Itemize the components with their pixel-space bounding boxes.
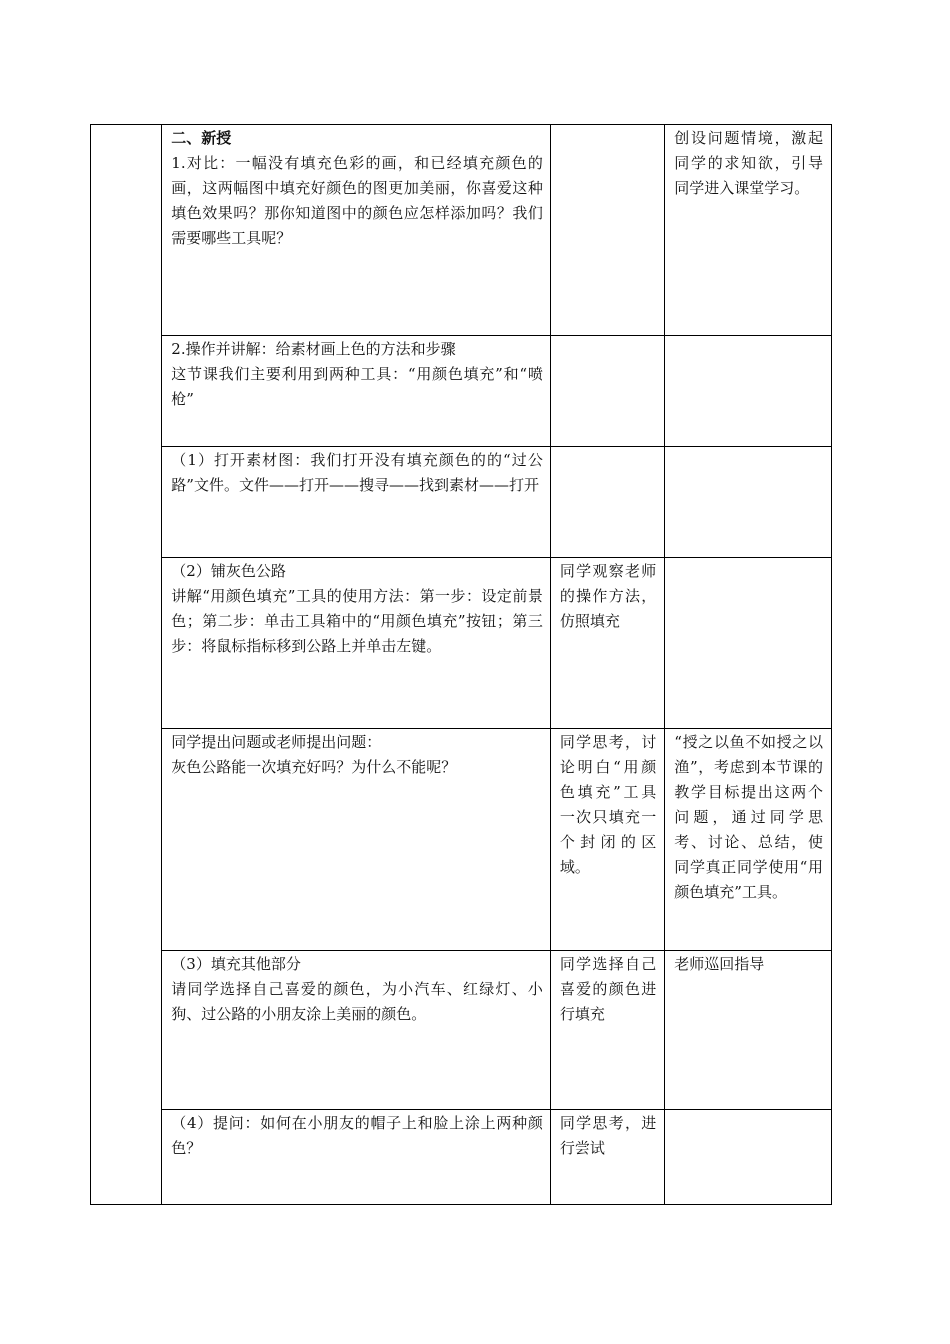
content-paragraph: 2.操作并讲解：给素材画上色的方法和步骤: [171, 340, 456, 358]
student-activity-cell: [550, 951, 664, 1110]
design-intent-cell: [665, 1110, 832, 1205]
student-activity-text: 同学思考，进行尝试: [559, 1114, 657, 1157]
teaching-content-cell: [162, 447, 551, 558]
teaching-content-cell: [162, 125, 551, 336]
student-activity-cell: [550, 125, 664, 336]
teaching-content-cell: [162, 951, 551, 1110]
design-intent-text: 老师巡回指导: [674, 955, 765, 973]
design-intent-text: “授之以鱼不如授之以渔”，考虑到本节课的教学目标提出这两个问题，通过同学思考、讨论、总结，使同学真正同学使用“用颜色填充”工具。: [674, 733, 823, 901]
content-paragraph: （4）提问：如何在小朋友的帽子上和脸上涂上两种颜色？: [171, 1114, 543, 1157]
content-paragraph: （1）打开素材图：我们打开没有填充颜色的的“过公路”文件。文件——打开——搜寻——找到素材——打开: [171, 451, 543, 494]
design-intent-text: [665, 447, 831, 448]
teaching-content-cell: [162, 729, 551, 951]
student-activity-cell: [550, 447, 664, 558]
content-paragraph: 这节课我们主要利用到两种工具：“用颜色填充”和“喷枪”: [171, 365, 543, 408]
design-intent-text: [665, 558, 831, 559]
content-paragraph: 请同学选择自己喜爱的颜色，为小汽车、红绿灯、小狗、过公路的小朋友涂上美丽的颜色。: [171, 980, 543, 1023]
teaching-content-cell: [162, 1110, 551, 1205]
design-intent-cell: [665, 558, 832, 729]
content-paragraph: 灰色公路能一次填充好吗？为什么不能呢？: [171, 758, 457, 776]
design-intent-text: 创设问题情境，激起同学的求知欲，引导同学进入课堂学习。: [674, 129, 823, 197]
teaching-content-cell: [162, 336, 551, 447]
design-intent-cell: [665, 951, 832, 1110]
student-activity-text: 同学思考，讨论明白“用颜色填充”工具一次只填充一个封闭的区域。: [559, 733, 657, 876]
content-paragraph: 同学提出问题或老师提出问题：: [171, 733, 382, 751]
student-activity-text: 同学观察老师的操作方法，仿照填充: [559, 562, 657, 630]
design-intent-text: [665, 1110, 831, 1111]
student-activity-cell: [550, 558, 664, 729]
table-row: [91, 447, 832, 558]
table-row: [91, 951, 832, 1110]
table-row: [91, 558, 832, 729]
design-intent-cell: [665, 125, 832, 336]
content-paragraph: 讲解“用颜色填充”工具的使用方法：第一步：设定前景色；第二步：单击工具箱中的“用颜色填充”按钮；第三步：将鼠标指标移到公路上并单击左键。: [171, 587, 543, 655]
student-activity-text: [551, 447, 664, 448]
table-row: [91, 729, 832, 951]
table-row: [91, 125, 832, 336]
student-activity-text: [551, 336, 664, 337]
content-paragraph: 1.对比：一幅没有填充色彩的画，和已经填充颜色的画，这两幅图中填充好颜色的图更加美丽，你喜爱这种填色效果吗？那你知道图中的颜色应怎样添加吗？我们需要哪些工具呢？: [171, 154, 543, 247]
student-activity-text: 同学选择自己喜爱的颜色进行填充: [559, 955, 657, 1023]
design-intent-cell: [665, 729, 832, 951]
design-intent-text: [665, 336, 831, 337]
student-activity-text: [551, 125, 664, 126]
design-intent-cell: [665, 336, 832, 447]
stage-column-cell: [91, 125, 162, 1205]
teaching-content-cell: [162, 558, 551, 729]
content-paragraph: （2）铺灰色公路: [171, 562, 286, 580]
student-activity-cell: [550, 1110, 664, 1205]
section-heading: 二、新授: [171, 129, 232, 147]
student-activity-cell: [550, 729, 664, 951]
design-intent-cell: [665, 447, 832, 558]
student-activity-cell: [550, 336, 664, 447]
table-row: [91, 336, 832, 447]
content-paragraph: （3）填充其他部分: [171, 955, 301, 973]
lesson-plan-table: [90, 124, 832, 1205]
table-row: [91, 1110, 832, 1205]
